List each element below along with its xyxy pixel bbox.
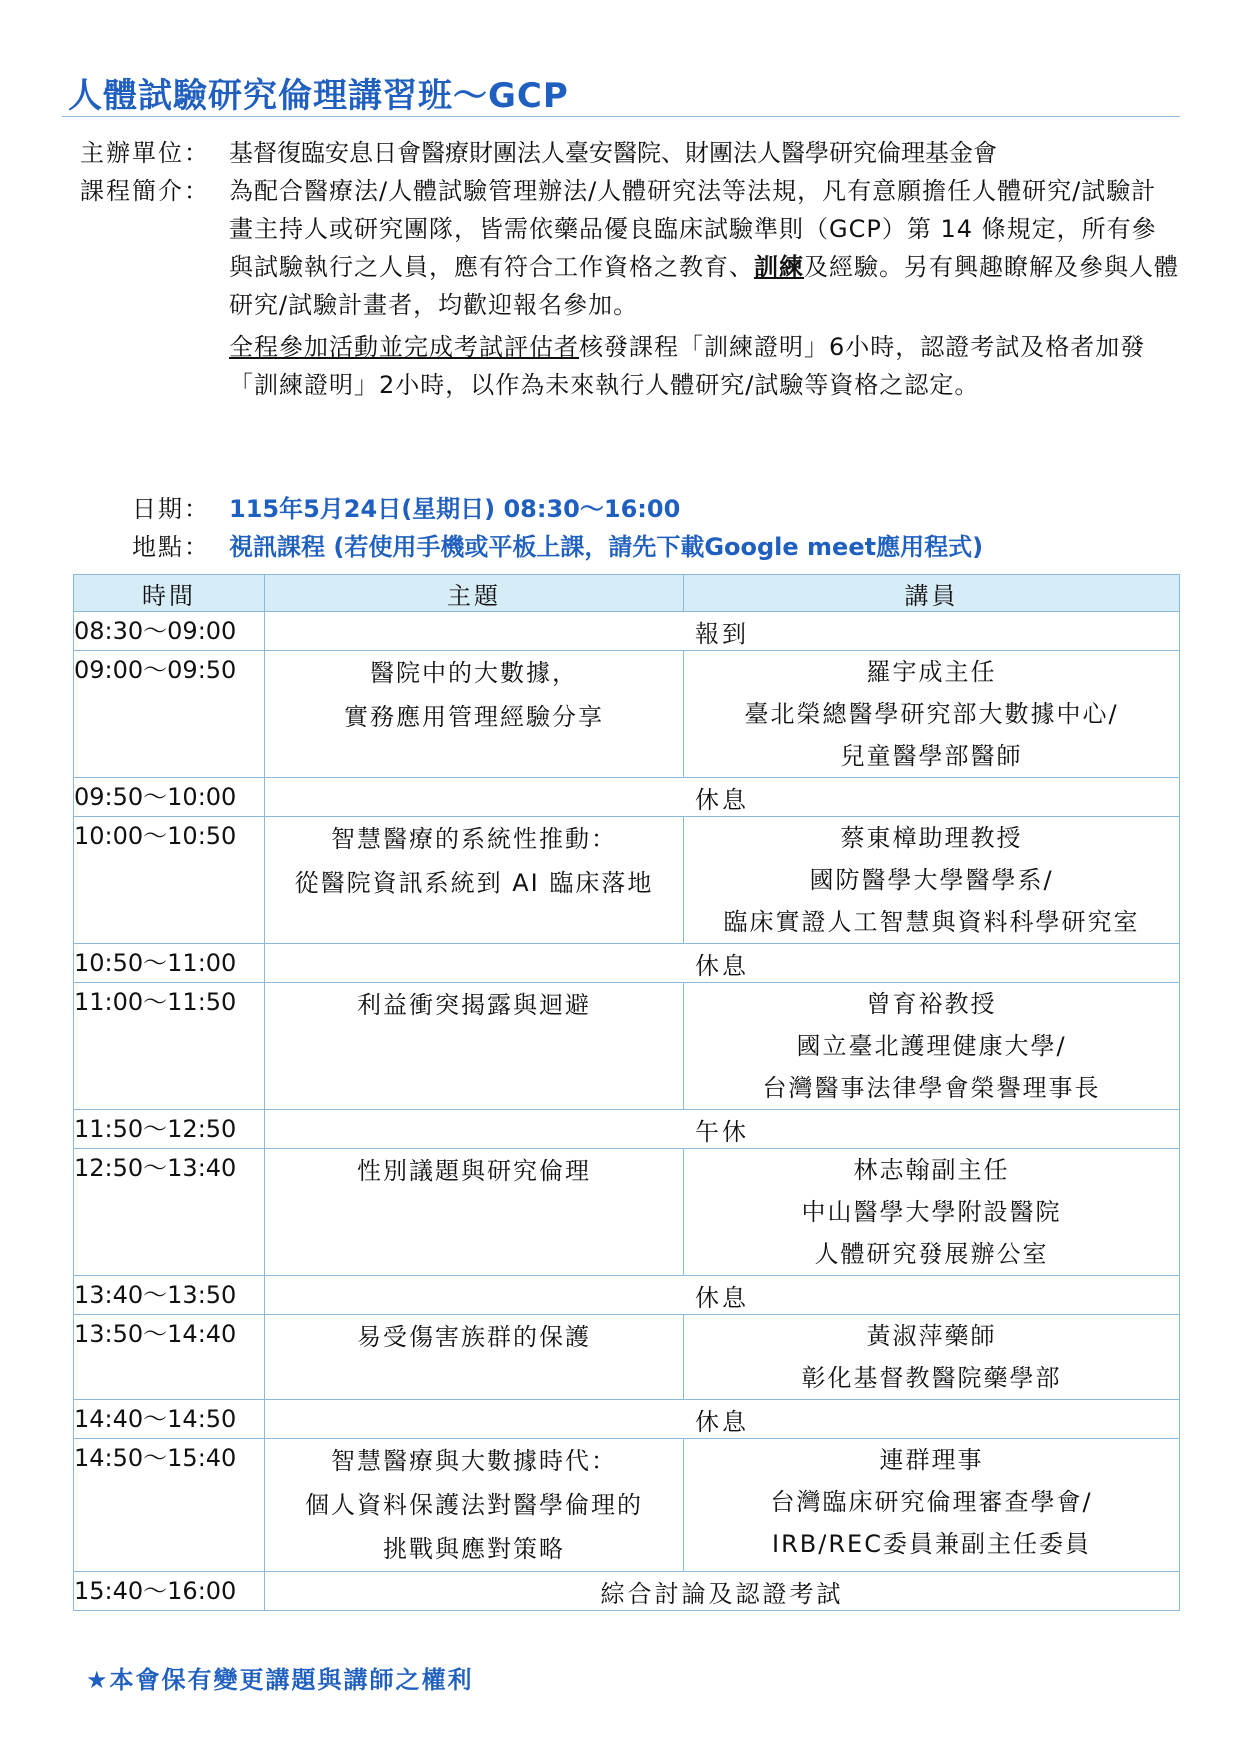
date-text: 115年5月24日(星期日) 08:30～16:00 bbox=[229, 495, 681, 523]
topic-line: 智慧醫療與大數據時代： bbox=[331, 1447, 617, 1475]
topic-line: 醫院中的大數據， bbox=[370, 659, 578, 687]
intro-p1-emphasis: 訓練 bbox=[754, 253, 804, 281]
intro-p1-end: 及經驗。另有興趣瞭解及參與人體研究/試驗計畫者，均歡迎報名參加。 bbox=[229, 253, 1179, 319]
speaker-affiliation: 國立臺北護理健康大學/ bbox=[796, 1032, 1067, 1060]
venue-text: 視訊課程 (若使用手機或平板上課，請先下載Google meet應用程式) bbox=[229, 533, 984, 561]
speaker-affiliation: 臺北榮總醫學研究部大數據中心/ bbox=[744, 700, 1119, 728]
session-time: 13:50～14:40 bbox=[74, 1315, 265, 1400]
speaker-affiliation: 臨床實證人工智慧與資料科學研究室 bbox=[723, 908, 1140, 936]
table-row bbox=[74, 1572, 1180, 1611]
topic-line: 智慧醫療的系統性推動： bbox=[331, 825, 617, 853]
schedule-header-row bbox=[74, 575, 1180, 612]
header-speaker: 講員 bbox=[684, 575, 1180, 612]
speaker-affiliation: 台灣醫事法律學會榮譽理事長 bbox=[762, 1074, 1101, 1102]
organizer-text: 基督復臨安息日會醫療財團法人臺安醫院、財團法人醫學研究倫理基金會 bbox=[229, 139, 997, 167]
table-row bbox=[74, 778, 1180, 817]
speaker-name: 曾育裕教授 bbox=[866, 990, 997, 1018]
table-row bbox=[74, 1110, 1180, 1149]
page-title: 人體試驗研究倫理講習班～GCP bbox=[68, 76, 569, 116]
venue-label: 地點： bbox=[132, 533, 210, 561]
speaker-affiliation: 國防醫學大學醫學系/ bbox=[809, 866, 1054, 894]
session-speaker bbox=[684, 1439, 1180, 1572]
intro-p1-start: 為配合醫療法/人體試驗管理辦法/人體研究法等法規，凡有意願擔任人體研究/試驗計畫主持人或研究團隊，皆需依藥品優良臨床試驗準則（GCP）第 14 條規定，所有參與試驗執行之人員，應有符合工作資格之教育、 bbox=[229, 177, 1157, 281]
header-time: 時間 bbox=[74, 575, 265, 612]
intro-paragraph-2 bbox=[229, 328, 1179, 404]
footnote: ★本會保有變更講題與講師之權利 bbox=[86, 1666, 474, 1694]
session-topic bbox=[265, 651, 684, 778]
speaker-name: 蔡東樟助理教授 bbox=[840, 824, 1023, 852]
session-speaker bbox=[684, 651, 1180, 778]
session-speaker bbox=[684, 1315, 1180, 1400]
session-speaker bbox=[684, 983, 1180, 1110]
table-row bbox=[74, 1315, 1180, 1400]
speaker-name: 黃淑萍藥師 bbox=[866, 1322, 997, 1350]
speaker-affiliation: 中山醫學大學附設醫院 bbox=[801, 1198, 1062, 1226]
session-speaker bbox=[684, 817, 1180, 944]
session-time: 11:00～11:50 bbox=[74, 983, 265, 1110]
session-topic bbox=[265, 1149, 684, 1276]
break-cell: 休息 bbox=[265, 1400, 1180, 1439]
break-cell: 綜合討論及認證考試 bbox=[265, 1572, 1180, 1611]
session-time: 13:40～13:50 bbox=[74, 1276, 265, 1315]
header-topic: 主題 bbox=[265, 575, 684, 612]
session-topic bbox=[265, 1315, 684, 1400]
session-topic bbox=[265, 983, 684, 1110]
speaker-name: 連群理事 bbox=[879, 1446, 984, 1474]
topic-line: 性別議題與研究倫理 bbox=[357, 1157, 591, 1185]
speaker-affiliation: 台灣臨床研究倫理審查學會/ bbox=[770, 1488, 1093, 1516]
intro-text bbox=[229, 172, 1179, 404]
table-row bbox=[74, 944, 1180, 983]
table-row bbox=[74, 983, 1180, 1110]
organizer-label: 主辦單位： bbox=[80, 139, 210, 167]
break-cell: 休息 bbox=[265, 778, 1180, 817]
topic-line: 挑戰與應對策略 bbox=[383, 1535, 565, 1563]
session-time: 09:50～10:00 bbox=[74, 778, 265, 817]
break-cell: 休息 bbox=[265, 1276, 1180, 1315]
speaker-affiliation: 兒童醫學部醫師 bbox=[840, 742, 1023, 770]
session-time: 14:40～14:50 bbox=[74, 1400, 265, 1439]
session-topic bbox=[265, 817, 684, 944]
speaker-name: 羅宇成主任 bbox=[866, 658, 997, 686]
topic-line: 利益衝突揭露與迴避 bbox=[357, 991, 591, 1019]
schedule-body bbox=[74, 612, 1180, 1611]
title-divider bbox=[62, 116, 1180, 117]
date-label: 日期： bbox=[132, 495, 210, 523]
table-row bbox=[74, 817, 1180, 944]
table-row bbox=[74, 1400, 1180, 1439]
session-time: 10:50～11:00 bbox=[74, 944, 265, 983]
table-row bbox=[74, 1149, 1180, 1276]
table-row bbox=[74, 651, 1180, 778]
session-topic bbox=[265, 1439, 684, 1572]
schedule-table bbox=[73, 574, 1180, 1611]
topic-line: 個人資料保護法對醫學倫理的 bbox=[305, 1491, 643, 1519]
session-time: 12:50～13:40 bbox=[74, 1149, 265, 1276]
intro-p2-rest: 核發課程「訓練證明」6小時，認證考試及格者加發「訓練證明」2小時，以作為未來執行人體研究/試驗等資格之認定。 bbox=[229, 333, 1146, 399]
session-time: 11:50～12:50 bbox=[74, 1110, 265, 1149]
speaker-affiliation: IRB/REC委員兼副主任委員 bbox=[772, 1530, 1091, 1558]
intro-p2-underlined: 全程參加活動並完成考試評估者 bbox=[229, 333, 579, 361]
topic-line: 實務應用管理經驗分享 bbox=[344, 703, 604, 731]
break-cell: 休息 bbox=[265, 944, 1180, 983]
session-time: 15:40～16:00 bbox=[74, 1572, 265, 1611]
topic-line: 從醫院資訊系統到 AI 臨床落地 bbox=[294, 869, 654, 897]
intro-label: 課程簡介： bbox=[80, 177, 210, 205]
table-row bbox=[74, 1439, 1180, 1572]
session-speaker bbox=[684, 1149, 1180, 1276]
session-time: 09:00～09:50 bbox=[74, 651, 265, 778]
session-time: 10:00～10:50 bbox=[74, 817, 265, 944]
break-cell: 午休 bbox=[265, 1110, 1180, 1149]
speaker-affiliation: 人體研究發展辦公室 bbox=[814, 1240, 1049, 1268]
speaker-affiliation: 彰化基督教醫院藥學部 bbox=[801, 1364, 1062, 1392]
topic-line: 易受傷害族群的保護 bbox=[357, 1323, 591, 1351]
session-time: 14:50～15:40 bbox=[74, 1439, 265, 1572]
session-time: 08:30～09:00 bbox=[74, 612, 265, 651]
intro-paragraph-1 bbox=[229, 172, 1179, 324]
table-row bbox=[74, 1276, 1180, 1315]
table-row bbox=[74, 612, 1180, 651]
speaker-name: 林志翰副主任 bbox=[853, 1156, 1010, 1184]
break-cell: 報到 bbox=[265, 612, 1180, 651]
